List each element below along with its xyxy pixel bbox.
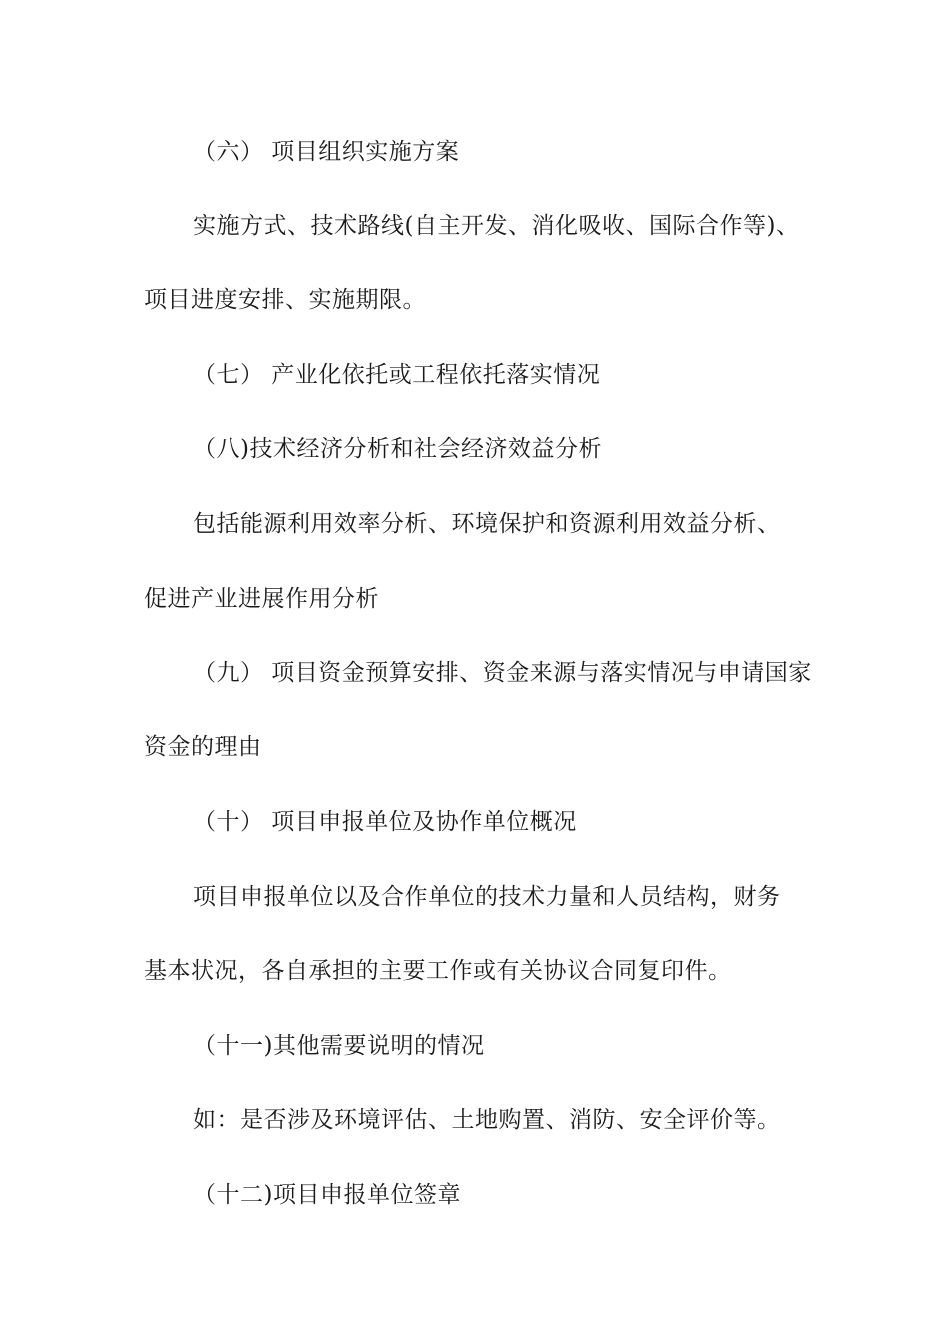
- section-heading-6: （六） 项目组织实施方案: [193, 139, 460, 165]
- paragraph-line: 如：是否涉及环境评估、土地购置、消防、安全评价等。: [193, 1107, 781, 1133]
- section-heading-9: （九） 项目资金预算安排、资金来源与落实情况与申请国家: [193, 660, 812, 686]
- paragraph-line: 资金的理由: [144, 734, 262, 760]
- section-heading-12: （十二)项目申报单位签章: [193, 1182, 461, 1208]
- paragraph-line: 项目进度安排、实施期限。: [144, 287, 426, 313]
- section-heading-10: （十） 项目申报单位及协作单位概况: [193, 809, 577, 835]
- paragraph-line: 基本状况，各自承担的主要工作或有关协议合同复印件。: [144, 958, 732, 984]
- section-heading-7: （七） 产业化依托或工程依托落实情况: [193, 362, 601, 388]
- paragraph-line: 促进产业进展作用分析: [144, 586, 379, 612]
- paragraph-line: 项目申报单位以及合作单位的技术力量和人员结构，财务: [193, 884, 781, 910]
- paragraph-line: 包括能源利用效率分析、环境保护和资源利用效益分析、: [193, 511, 781, 537]
- section-heading-8: （八)技术经济分析和社会经济效益分析: [193, 436, 602, 462]
- section-heading-11: （十一)其他需要说明的情况: [193, 1033, 485, 1059]
- paragraph-line: 实施方式、技术路线(自主开发、消化吸收、国际合作等)、: [193, 213, 800, 239]
